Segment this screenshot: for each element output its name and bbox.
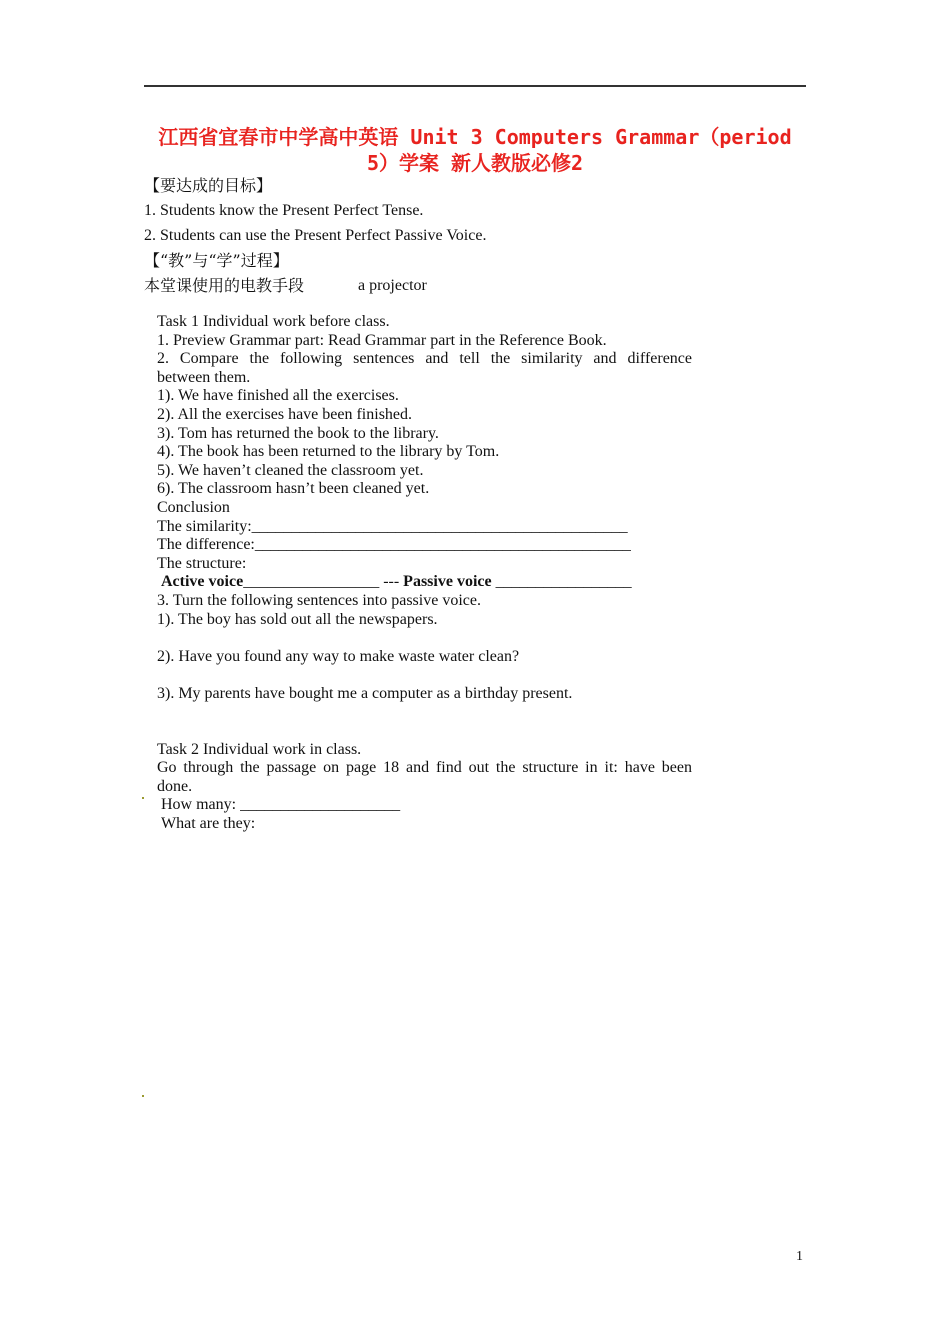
task2-title: Task 2 Individual work in class.	[157, 740, 362, 758]
conclusion-heading: Conclusion	[157, 498, 230, 516]
process-heading: 【“教”与“学”过程】	[144, 251, 289, 270]
task1-step-2-line-1: 2. Compare the following sentences and tell the similarity and difference	[157, 350, 692, 368]
header-rule	[144, 85, 806, 87]
voice-structure-row	[157, 573, 692, 592]
passive-voice-label: Passive voice	[403, 573, 492, 591]
title-line-1: 江西省宜春市中学高中英语 Unit 3 Computers Grammar（period	[158, 125, 792, 149]
sentence-item: 6). The classroom hasn’t been cleaned yet.	[157, 480, 430, 498]
task2-desc-line-1: Go through the passage on page 18 and find out the structure in it: have been	[157, 759, 692, 777]
sentence-item: 3). Tom has returned the book to the library.	[157, 424, 439, 442]
similarity-blank: The similarity:_______________________________________________	[157, 517, 628, 535]
task1-step-1: 1. Preview Grammar part: Read Grammar part in the Reference Book.	[157, 331, 607, 349]
media-value: a projector	[358, 277, 427, 294]
sentence-item: 5). We haven’t cleaned the classroom yet.	[157, 461, 424, 479]
passive-voice-blank: _________________	[491, 573, 632, 591]
passive-item: 2). Have you found any way to make waste water clean?	[157, 647, 520, 665]
speck-mark	[142, 1095, 144, 1097]
task1-title: Task 1 Individual work before class.	[157, 313, 390, 330]
structure-label: The structure:	[157, 554, 247, 572]
active-voice-blank: _________________ ---	[243, 573, 404, 591]
document-title	[144, 124, 806, 176]
sentence-item: 4). The book has been returned to the library by Tom.	[157, 443, 500, 461]
goal-item-2: 2. Students can use the Present Perfect Passive Voice.	[144, 227, 487, 244]
sentence-item: 1). We have finished all the exercises.	[157, 387, 399, 405]
passive-item: 1). The boy has sold out all the newspapers.	[157, 610, 438, 628]
goal-item-1: 1. Students know the Present Perfect Tense.	[144, 202, 424, 219]
sentence-item: 2). All the exercises have been finished.	[157, 405, 413, 423]
how-many-blank: How many: ____________________	[161, 796, 401, 814]
goals-heading: 【要达成的目标】	[144, 176, 273, 195]
page-number: 1	[796, 1249, 803, 1264]
speck-mark	[142, 797, 144, 799]
what-are-they-label: What are they:	[161, 815, 256, 833]
task-section	[157, 313, 692, 834]
media-label: 本堂课使用的电教手段	[144, 276, 305, 295]
active-voice-label: Active voice	[161, 573, 244, 591]
title-line-2: 5）学案 新人教版必修2	[366, 151, 584, 175]
task1-step-3: 3. Turn the following sentences into passive voice.	[157, 591, 481, 609]
task2-desc-line-2: done.	[157, 777, 193, 795]
task1-step-2-line-2: between them.	[157, 368, 251, 386]
passive-item: 3). My parents have bought me a computer as a birthday present.	[157, 684, 573, 702]
difference-blank: The difference:_______________________________________________	[157, 536, 631, 554]
